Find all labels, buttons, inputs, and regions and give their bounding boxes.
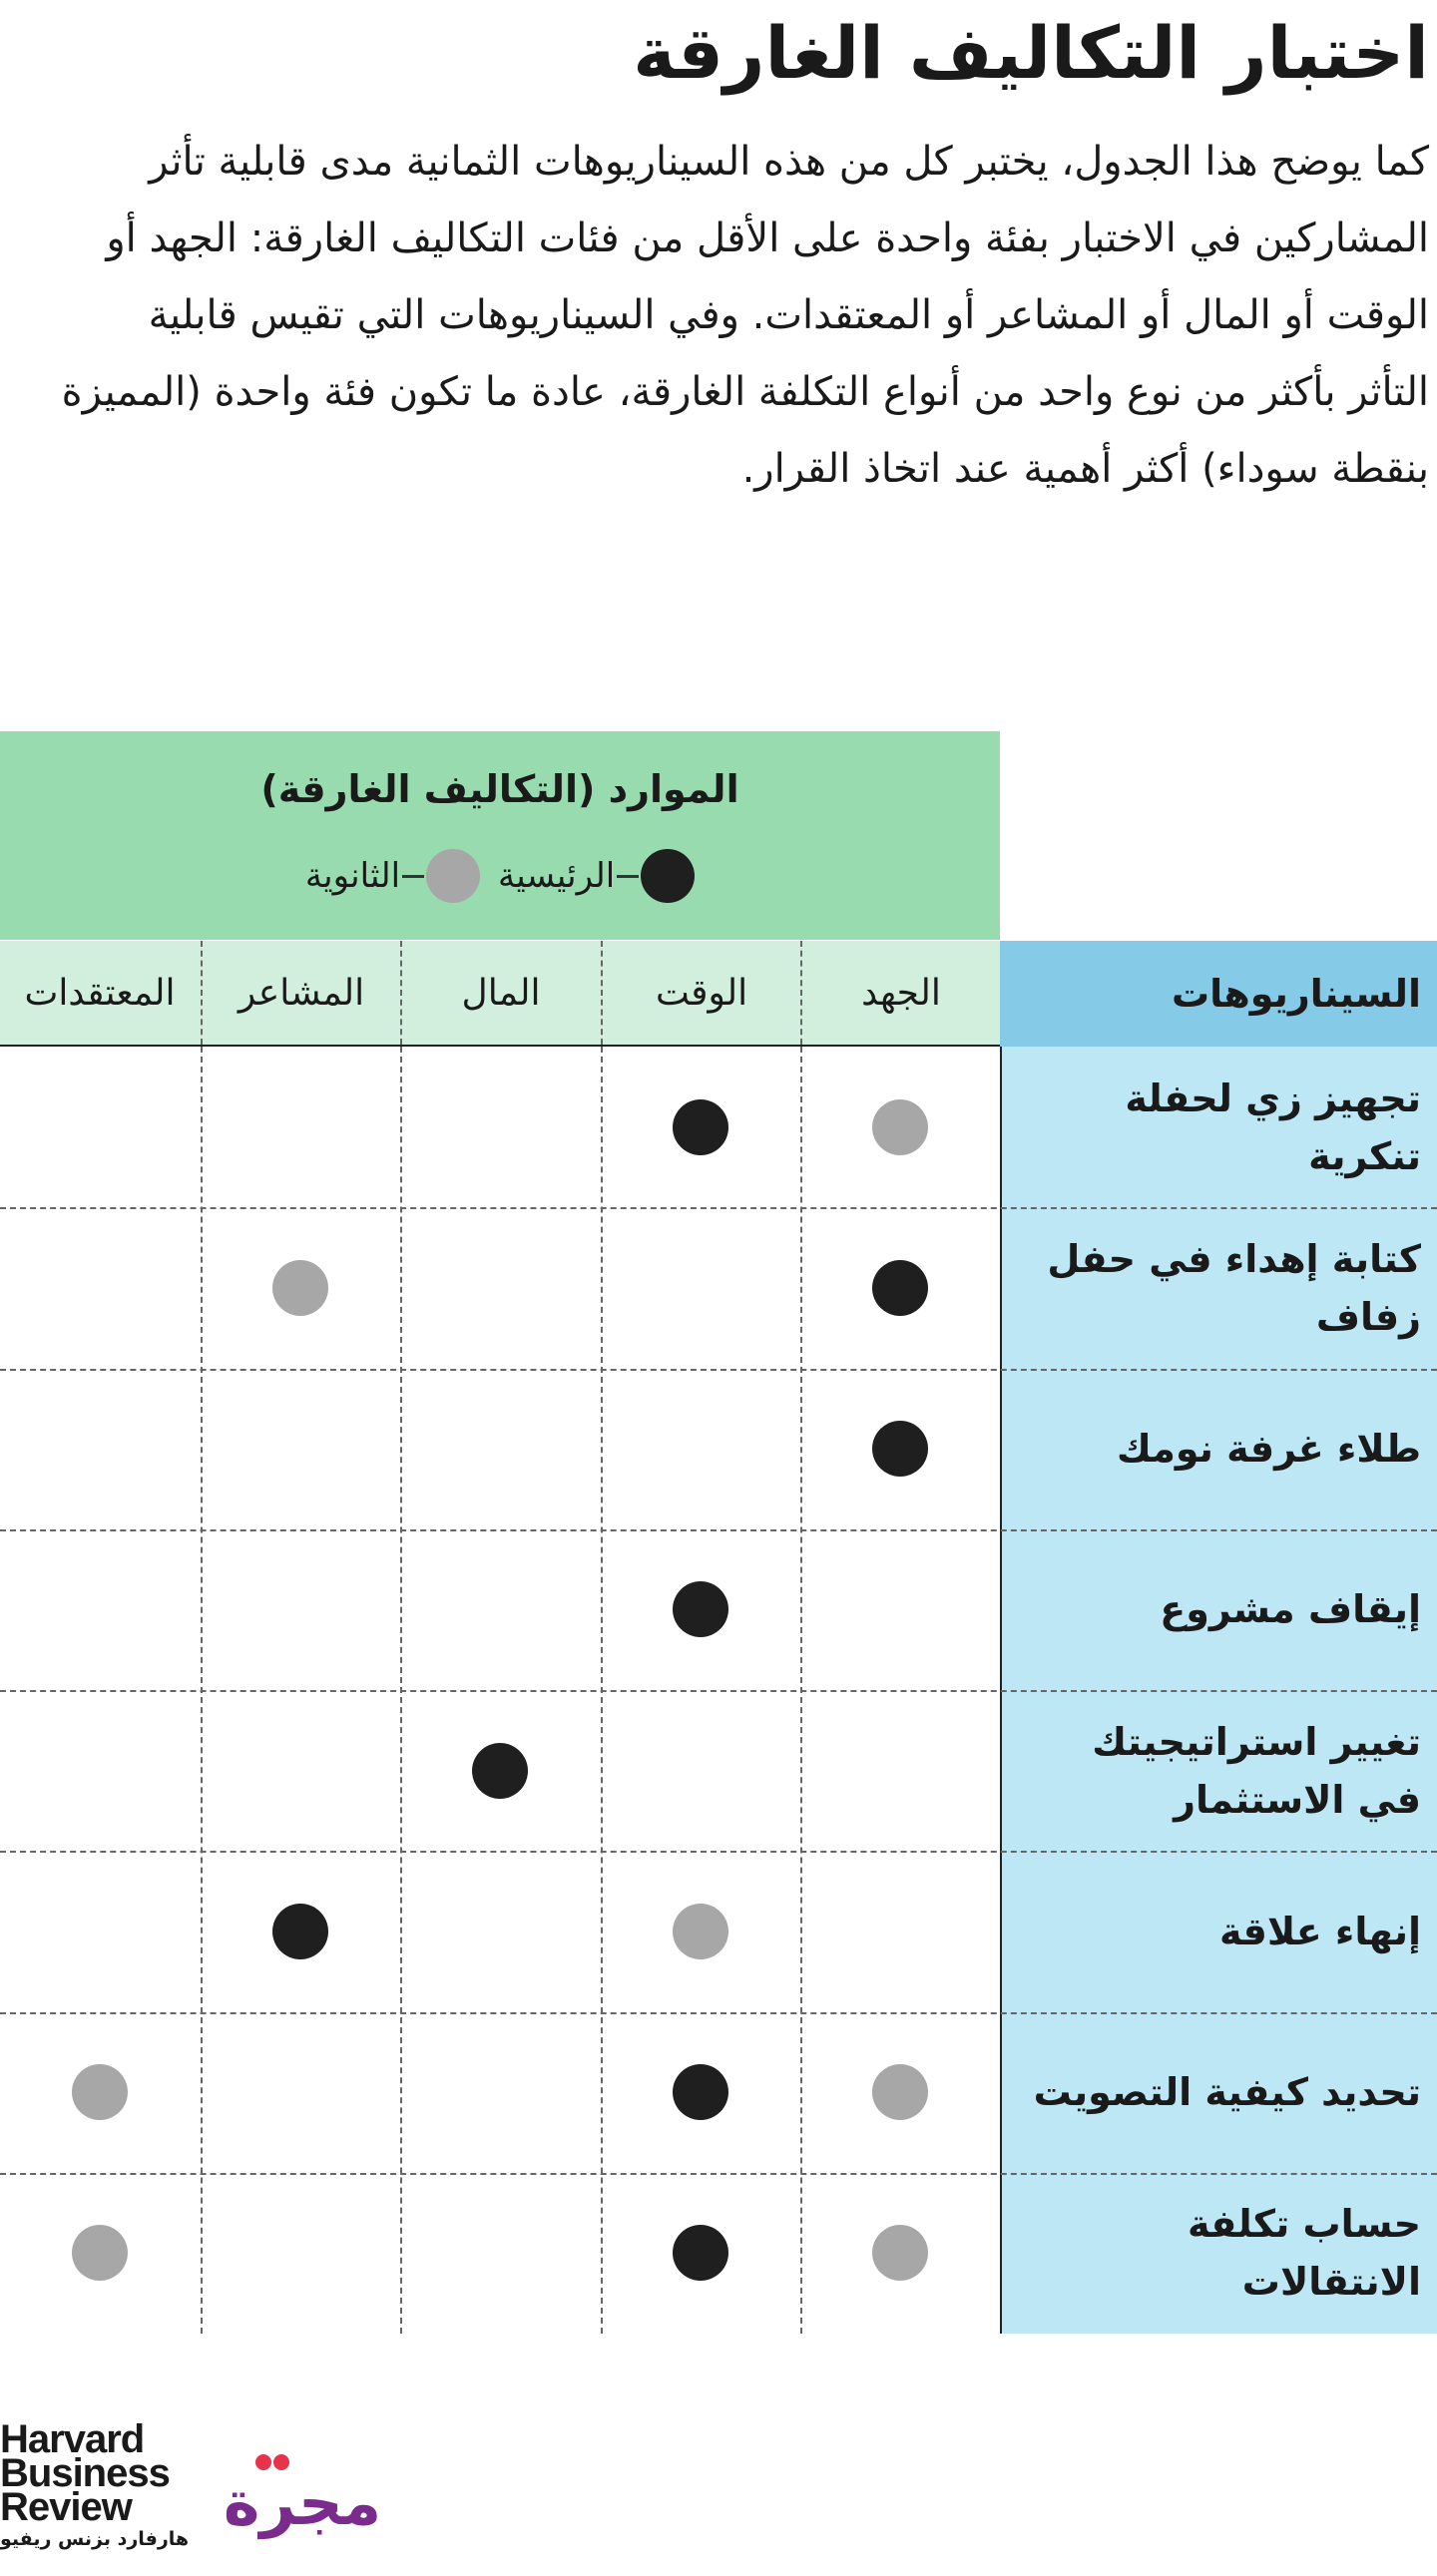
secondary-dot-effort	[872, 2225, 928, 2281]
column-header-time: الوقت	[601, 941, 800, 1045]
scenario-label: كتابة إهداء في حفل زفاف	[1047, 1236, 1421, 1339]
hbr-logo	[0, 2417, 190, 2550]
legend-dash	[617, 875, 639, 878]
scenario-label: إنهاء علاقة	[1218, 1909, 1421, 1953]
primary-dot-effort	[872, 1421, 928, 1477]
majarra-logo	[223, 2452, 382, 2552]
secondary-dot-effort	[872, 1099, 928, 1155]
primary-dot-time	[673, 1581, 728, 1637]
hbr-logo-line: Harvard	[0, 2417, 145, 2461]
legend-dash	[402, 875, 424, 878]
resources-header	[0, 731, 1000, 940]
scenario-label: إيقاف مشروع	[1160, 1587, 1421, 1632]
secondary-dot-effort	[872, 2064, 928, 2120]
scenario-label: حساب تكلفة الانتقالات	[1187, 2202, 1421, 2305]
primary-dot-effort	[872, 1260, 928, 1316]
primary-dot-time	[673, 2225, 728, 2281]
legend-secondary	[305, 849, 480, 903]
primary-dot-emotions	[272, 1904, 328, 1959]
resources-title: الموارد (التكاليف الغارقة)	[260, 767, 739, 811]
column-header-money: المال	[400, 941, 600, 1045]
page-title: اختبار التكاليف الغارقة	[633, 11, 1429, 95]
column-header-effort: الجهد	[800, 941, 1000, 1045]
scenarios-header: السيناريوهات	[1000, 941, 1437, 1047]
column-header-beliefs: المعتقدات	[24, 972, 176, 1014]
description-paragraph: كما يوضح هذا الجدول، يختبر كل من هذه السيناريوهات الثمانية مدى قابلية تأثر المشاركين في الاختبار بفئة واحدة على الأقل من فئات التكاليف الغارقة: الجهد أو الوقت أو المال أو المشاعر أو المعتقدات. وفي السيناريوهات التي تقيس قابلية التأثر بأكثر من نوع واحد من أنواع التكلفة الغارقة، عادة ما تكون فئة واحدة (المميزة بنقطة سوداء) أكثر أهمية عند اتخاذ القرار.	[61, 139, 1429, 492]
secondary-dot-icon	[426, 849, 480, 903]
column-headers	[0, 941, 1000, 1047]
primary-dot-time	[673, 1099, 728, 1155]
legend-primary-label: الرئيسية	[498, 856, 616, 896]
scenario-label: طلاء غرفة نومك	[1116, 1427, 1421, 1472]
legend-primary	[498, 849, 695, 903]
legend-secondary-label: الثانوية	[304, 856, 401, 896]
column-header-emotions: المشاعر	[201, 941, 400, 1045]
hbr-logo-line: Review	[0, 2485, 132, 2529]
hbr-logo-arabic: هارفارد بزنس ريفيو	[0, 2528, 190, 2550]
secondary-dot-beliefs	[72, 2225, 128, 2281]
secondary-dot-emotions	[272, 1260, 328, 1316]
hbr-logo-line: Business	[0, 2451, 170, 2495]
scenario-label: تغيير استراتيجيتك في الاستثمار	[1092, 1719, 1421, 1822]
primary-dot-time	[673, 2064, 728, 2120]
primary-dot-icon	[641, 849, 695, 903]
majarra-logo-text: مجرة	[223, 2466, 382, 2539]
scenario-label: تجهيز زي لحفلة تنكرية	[1125, 1075, 1421, 1178]
secondary-dot-beliefs	[72, 2064, 128, 2120]
legend	[0, 849, 1000, 903]
secondary-dot-time	[673, 1904, 728, 1959]
primary-dot-money	[472, 1743, 528, 1799]
scenario-label: تحديد كيفية التصويت	[1033, 2070, 1421, 2115]
